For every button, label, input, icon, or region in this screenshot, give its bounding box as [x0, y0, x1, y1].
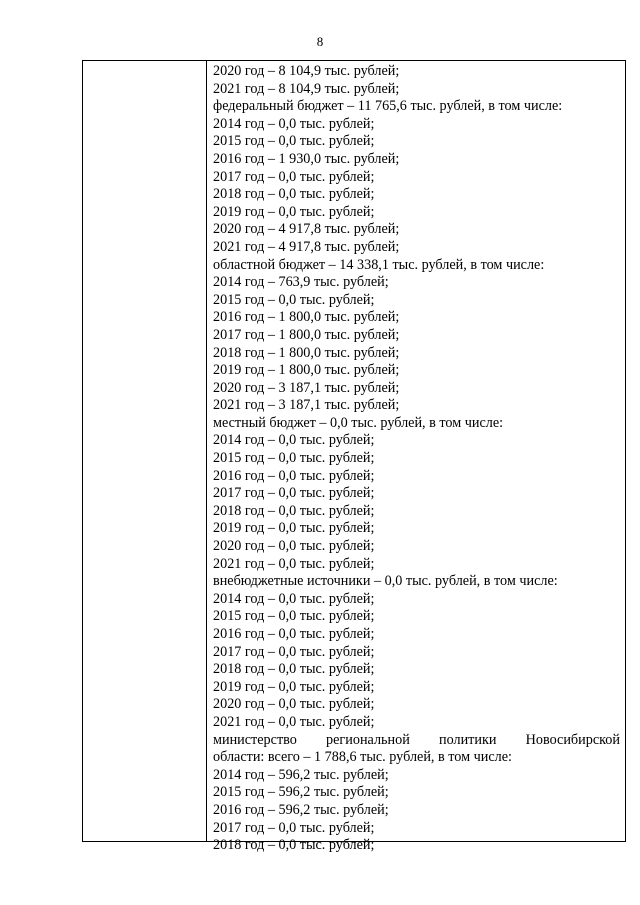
table-text-line: 2016 год – 1 930,0 тыс. рублей; [213, 150, 400, 167]
table-text-line: 2021 год – 8 104,9 тыс. рублей; [213, 80, 400, 97]
table-text-line: 2017 год – 0,0 тыс. рублей; [213, 643, 375, 660]
table-text-line: 2018 год – 0,0 тыс. рублей; [213, 186, 375, 203]
table-left-column [83, 61, 207, 841]
table-text-line: 2014 год – 596,2 тыс. рублей; [213, 766, 389, 783]
table-right-column [207, 61, 625, 854]
table-text-line: внебюджетные источники – 0,0 тыс. рублей, в том числе: [213, 573, 558, 590]
table-text-line: федеральный бюджет – 11 765,6 тыс. рублей, в том числе: [213, 98, 563, 115]
table-text-line: 2019 год – 0,0 тыс. рублей; [213, 203, 375, 220]
table-text-line: 2021 год – 0,0 тыс. рублей; [213, 713, 375, 730]
table-text-line: 2019 год – 0,0 тыс. рублей; [213, 520, 375, 537]
table-text-line: 2016 год – 0,0 тыс. рублей; [213, 467, 375, 484]
table-text-line: 2020 год – 3 187,1 тыс. рублей; [213, 379, 400, 396]
table-text-line: 2018 год – 0,0 тыс. рублей; [213, 502, 375, 519]
table-text-line: 2014 год – 0,0 тыс. рублей; [213, 432, 375, 449]
table-text-line: 2015 год – 596,2 тыс. рублей; [213, 784, 389, 801]
table-text-line: 2015 год – 0,0 тыс. рублей; [213, 450, 375, 467]
table-text-line: 2020 год – 0,0 тыс. рублей; [213, 538, 375, 555]
table-text-line: 2014 год – 0,0 тыс. рублей; [213, 590, 375, 607]
table-text-line: 2019 год – 0,0 тыс. рублей; [213, 678, 375, 695]
table-text-line: 2018 год – 1 800,0 тыс. рублей; [213, 344, 400, 361]
table-text-line: 2015 год – 0,0 тыс. рублей; [213, 133, 375, 150]
table-text-line: 2017 год – 1 800,0 тыс. рублей; [213, 326, 400, 343]
program-table [82, 60, 626, 854]
table-text-line: 2018 год – 0,0 тыс. рублей; [213, 837, 375, 854]
table-text-line: 2021 год – 0,0 тыс. рублей; [213, 555, 375, 572]
table-text-line: 2016 год – 0,0 тыс. рублей; [213, 626, 375, 642]
table-text-line: министерство региональной политики Новосибирской [213, 731, 620, 748]
table-text-line: 2021 год – 4 917,8 тыс. рублей; [213, 238, 400, 255]
table-text-line: 2019 год – 1 800,0 тыс. рублей; [213, 362, 400, 379]
table-text-line: 2016 год – 1 800,0 тыс. рублей; [213, 309, 400, 326]
table-text-line: 2018 год – 0,0 тыс. рублей; [213, 661, 375, 678]
page-number: 8 [316, 34, 324, 49]
table-text-line: 2014 год – 763,9 тыс. рублей; [213, 274, 389, 291]
table-text-line: 2017 год – 0,0 тыс. рублей; [213, 819, 375, 836]
table-text-line: области: всего – 1 788,6 тыс. рублей, в том числе: [213, 749, 512, 766]
table-text-line: 2015 год – 0,0 тыс. рублей; [213, 608, 375, 625]
table-text-line: 2020 год – 8 104,9 тыс. рублей; [213, 63, 400, 79]
table-text-line: 2015 год – 0,0 тыс. рублей; [213, 291, 375, 308]
table-text-line: 2021 год – 3 187,1 тыс. рублей; [213, 397, 400, 414]
table-text-line: 2017 год – 0,0 тыс. рублей; [213, 168, 375, 185]
table-text-line: 2020 год – 0,0 тыс. рублей; [213, 696, 375, 713]
table-text-line: 2017 год – 0,0 тыс. рублей; [213, 485, 375, 502]
table-text-line: областной бюджет – 14 338,1 тыс. рублей, в том числе: [213, 256, 545, 273]
table-text-line: 2016 год – 596,2 тыс. рублей; [213, 801, 389, 818]
table-text-line: 2014 год – 0,0 тыс. рублей; [213, 115, 375, 132]
table-text-line: местный бюджет – 0,0 тыс. рублей, в том числе: [213, 414, 504, 431]
table-text-line: 2020 год – 4 917,8 тыс. рублей; [213, 221, 400, 238]
